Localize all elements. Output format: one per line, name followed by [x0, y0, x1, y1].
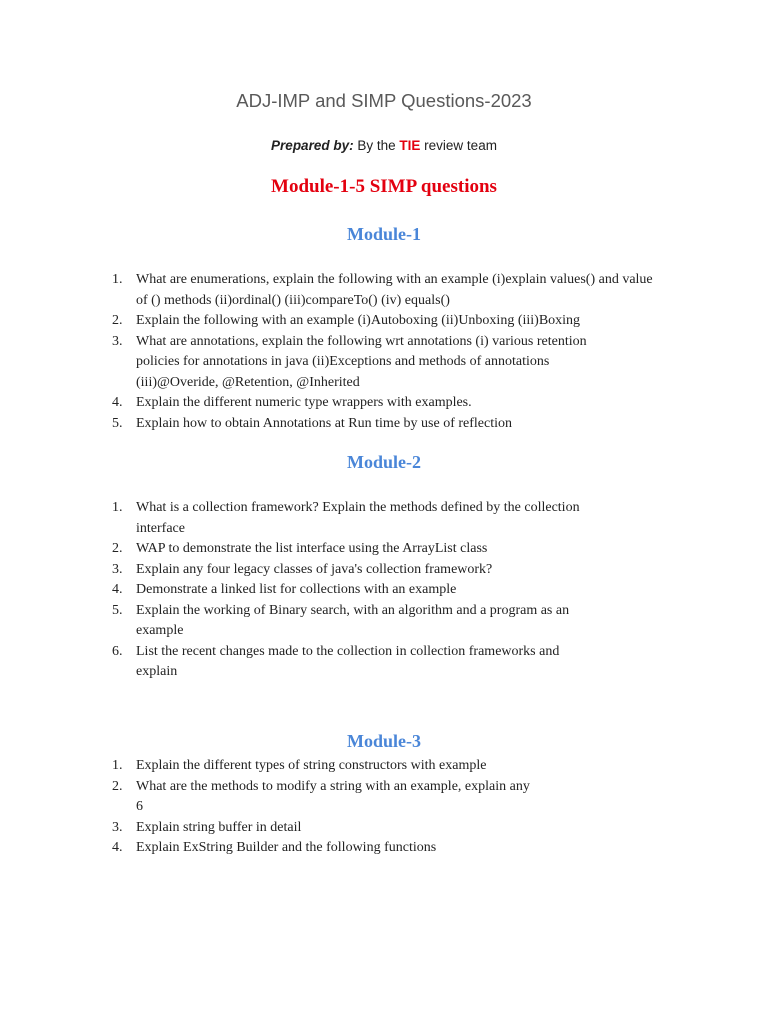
list-item — [0, 601, 768, 642]
question-text: Explain the working of Binary search, with an algorithm and a program as an example — [136, 602, 570, 638]
question-text: WAP to demonstrate the list interface using the ArrayList class — [136, 541, 488, 556]
question-text: Explain the following with an example (i)Autoboxing (ii)Unboxing (iii)Boxing — [136, 313, 581, 328]
question-number: 5. — [112, 602, 123, 618]
question-text: Explain the different types of string constructors with example — [136, 758, 487, 773]
question-number: 4. — [112, 582, 123, 597]
question-number: 1. — [112, 272, 123, 287]
question-text: Explain ExString Builder and the following functions — [136, 840, 437, 855]
question-text: List the recent changes made to the collection in collection frameworks and explain — [136, 643, 560, 679]
main-heading: Module-1-5 SIMP questions — [271, 176, 497, 197]
document-title: ADJ-IMP and SIMP Questions-2023 — [236, 90, 532, 111]
question-text: What is a collection framework? Explain the methods defined by the collection interface — [136, 500, 580, 536]
question-text: What are annotations, explain the following wrt annotations (i) various retention policies for annotations in java (ii)Exceptions and methods of annotations (iii)@Overide, @Retention, @Inherited — [136, 333, 587, 390]
list-item — [0, 414, 768, 435]
module-3-question-list — [0, 756, 768, 859]
question-number: 2. — [112, 778, 123, 794]
module-1-question-list — [0, 270, 768, 434]
list-item — [0, 777, 768, 818]
prepared-by-suffix: review team — [424, 138, 497, 153]
list-item — [0, 332, 768, 394]
question-number: 2. — [112, 541, 123, 556]
question-text: Explain the different numeric type wrappers with examples. — [136, 395, 472, 410]
question-text: Explain string buffer in detail — [136, 819, 302, 835]
question-text: Explain how to obtain Annotations at Run time by use of reflection — [136, 415, 512, 431]
question-number: 3. — [112, 561, 123, 577]
prepared-by-label: Prepared by: — [271, 138, 354, 153]
question-number: 3. — [112, 819, 123, 835]
list-item — [0, 756, 768, 777]
team-name: TIE — [399, 138, 421, 153]
list-item — [0, 818, 768, 839]
list-item — [0, 560, 768, 581]
module-2-heading: Module-2 — [347, 452, 421, 472]
question-text: What are the methods to modify a string with an example, explain any 6 — [136, 778, 530, 814]
prepared-by-prefix: By the — [357, 138, 396, 153]
module-2-question-list — [0, 498, 768, 683]
question-number: 3. — [112, 333, 123, 349]
question-number: 1. — [112, 758, 123, 773]
list-item — [0, 311, 768, 332]
list-item — [0, 393, 768, 414]
list-item — [0, 642, 768, 683]
question-text: What are enumerations, explain the following with an example (i)explain values() and value of () methods (ii)ordinal() (iii)compareTo() (iv) equals() — [136, 272, 653, 308]
list-item — [0, 838, 768, 859]
question-number: 4. — [112, 840, 123, 855]
list-item — [0, 498, 768, 539]
question-number: 5. — [112, 415, 123, 431]
question-text: Explain any four legacy classes of java's collection framework? — [136, 561, 493, 577]
module-1-heading: Module-1 — [347, 224, 421, 244]
list-item — [0, 270, 768, 311]
question-number: 6. — [112, 643, 123, 659]
question-number: 4. — [112, 395, 123, 410]
module-3-heading: Module-3 — [347, 731, 421, 751]
question-number: 1. — [112, 500, 123, 515]
question-number: 2. — [112, 313, 123, 328]
prepared-by-line — [0, 138, 768, 153]
question-text: Demonstrate a linked list for collections with an example — [136, 582, 457, 597]
list-item — [0, 539, 768, 560]
list-item — [0, 580, 768, 601]
